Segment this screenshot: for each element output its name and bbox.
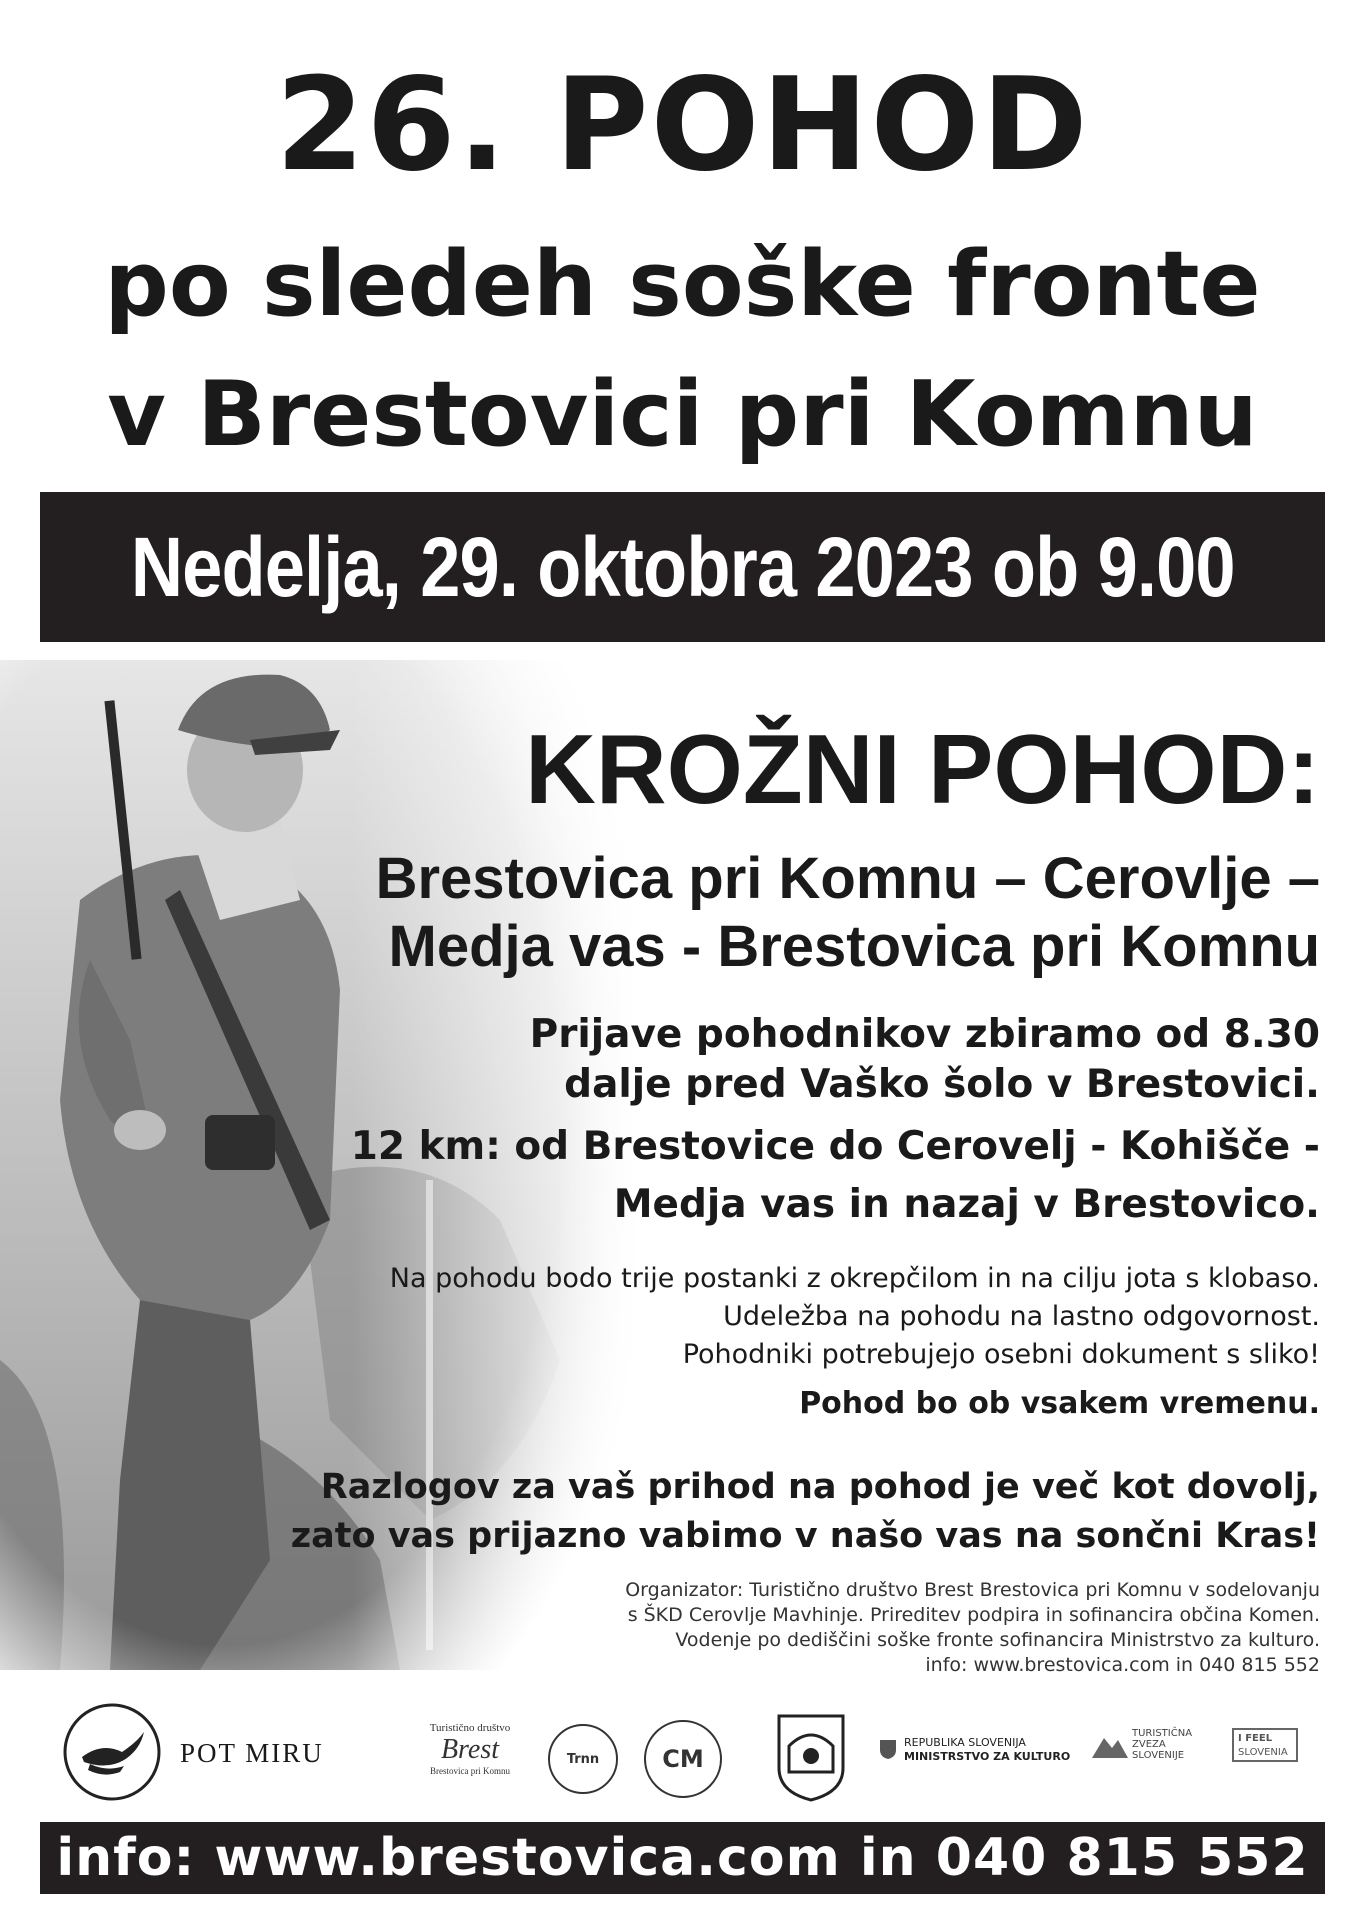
tzs-logo xyxy=(1132,1728,1192,1761)
route-description xyxy=(376,845,1320,981)
tzs-line-3: SLOVENIJE xyxy=(1132,1750,1185,1761)
ifeel-slovenia-logo xyxy=(1232,1728,1298,1762)
pot-miru-label: POT MIRU xyxy=(180,1738,324,1768)
ifeel-line-1: I FEEL xyxy=(1238,1733,1273,1744)
tabor-logo xyxy=(548,1724,618,1794)
title-location: v Brestovici pri Komnu xyxy=(107,362,1258,467)
info-line-3: Pohodniki potrebujejo osebni dokument s sliko! xyxy=(682,1339,1320,1370)
tabor-text: Trnn xyxy=(566,1751,600,1767)
organizer-line-2: s ŠKD Cerovlje Mavhinje. Prireditev podpira in sofinancira občina Komen. xyxy=(627,1604,1320,1626)
pot-miru-icon xyxy=(62,1702,162,1802)
sponsor-logos xyxy=(0,1690,1365,1810)
komen-coat-of-arms-icon xyxy=(775,1712,847,1802)
invitation-text xyxy=(291,1463,1320,1561)
invitation-line-2: zato vas prijazno vabimo v našo vas na sončni Kras! xyxy=(290,1516,1320,1556)
info-line-2: Udeležba na pohodu na lastno odgovornost. xyxy=(723,1301,1320,1332)
date-banner xyxy=(40,492,1325,642)
brest-logo xyxy=(415,1722,525,1776)
tzs-line-1: TURISTIČNA xyxy=(1132,1728,1193,1739)
route-line-2: Medja vas - Brestovica pri Komnu xyxy=(388,914,1320,979)
invitation-line-1: Razlogov za vaš prihod na pohod je več kot dovolj, xyxy=(320,1467,1320,1507)
ministry-line-2: MINISTRSTVO ZA KULTURO xyxy=(904,1750,1071,1763)
skd-text: CM xyxy=(662,1745,704,1773)
slovenia-shield-icon xyxy=(878,1738,898,1760)
title-number: 26. POHOD xyxy=(275,51,1090,200)
route-heading: KROŽNI POHOD: xyxy=(525,714,1320,824)
title-subtitle: po sledeh soške fronte xyxy=(104,232,1261,337)
info-paragraph xyxy=(390,1260,1320,1374)
registration-line-2: dalje pred Vaško šolo v Brestovici. xyxy=(564,1062,1320,1107)
organizer-line-3: Vodenje po dediščini soške fronte sofinancira Ministrstvo za kulturo. xyxy=(675,1629,1320,1651)
route-line-1: Brestovica pri Komnu – Cerovlje – xyxy=(375,846,1320,911)
distance-text xyxy=(351,1118,1320,1234)
ministry-logo xyxy=(904,1736,1070,1764)
info-line-1: Na pohodu bodo trije postanki z okrepčilom in na cilju jota s klobaso. xyxy=(389,1263,1320,1294)
ministry-line-1: REPUBLIKA SLOVENIJA xyxy=(904,1736,1026,1749)
brest-name: Brest xyxy=(440,1734,500,1765)
weather-note: Pohod bo ob vsakem vremenu. xyxy=(799,1386,1320,1421)
distance-line-2: Medja vas in nazaj v Brestovico. xyxy=(613,1182,1320,1227)
tzs-line-2: ZVEZA xyxy=(1132,1739,1166,1750)
organizer-line-4: info: www.brestovica.com in 040 815 552 xyxy=(925,1654,1320,1676)
brest-top-text: Turistično društvo xyxy=(429,1722,511,1734)
date-text: Nedelja, 29. oktobra 2023 ob 9.00 xyxy=(130,519,1235,614)
footer-contact: info: www.brestovica.com in 040 815 552 xyxy=(56,1828,1309,1888)
registration-text xyxy=(530,1010,1320,1110)
brest-bottom-text: Brestovica pri Komnu xyxy=(430,1766,510,1776)
skd-logo xyxy=(644,1720,722,1798)
footer-banner xyxy=(40,1822,1325,1894)
tzs-mountain-icon xyxy=(1092,1732,1128,1758)
organizer-line-1: Organizator: Turistično društvo Brest Brestovica pri Komnu v sodelovanju xyxy=(625,1579,1320,1601)
ifeel-line-2: SLOVENIA xyxy=(1238,1747,1288,1758)
distance-line-1: 12 km: od Brestovice do Cerovelj - Kohišče - xyxy=(350,1124,1320,1169)
organizer-text xyxy=(625,1578,1320,1678)
registration-line-1: Prijave pohodnikov zbiramo od 8.30 xyxy=(529,1012,1320,1057)
